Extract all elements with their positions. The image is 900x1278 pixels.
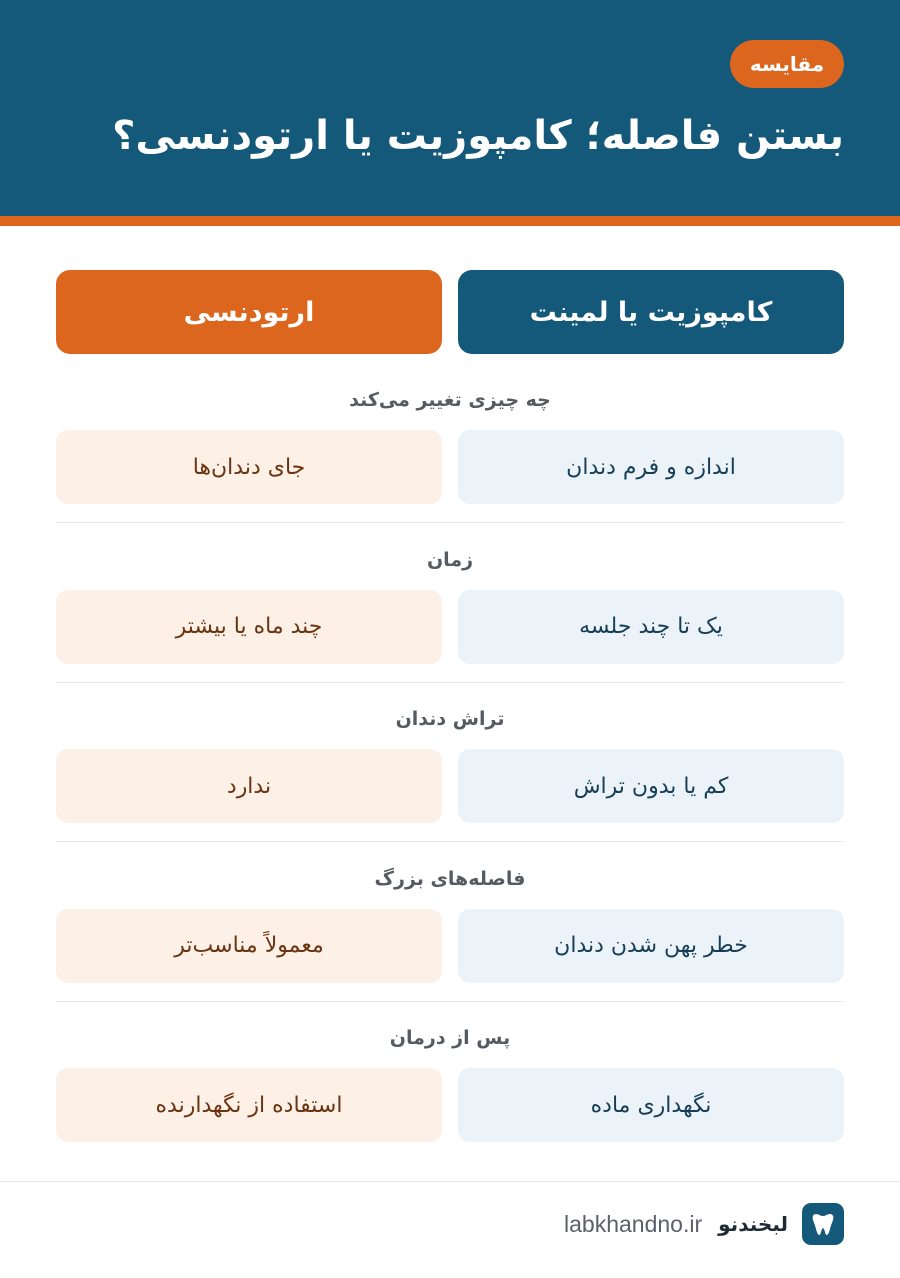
cell-composite: کم یا بدون تراش (458, 749, 844, 823)
row-label: پس از درمان (389, 1027, 511, 1049)
cell-orthodontics: استفاده از نگهدارنده (56, 1068, 442, 1142)
row-label: زمان (426, 548, 474, 571)
column-header-orthodontics: ارتودنسی (56, 270, 442, 354)
comparison-row (56, 372, 844, 532)
row-divider (56, 1001, 844, 1002)
cell-composite: خطر پهن شدن دندان (458, 909, 844, 983)
cell-orthodontics: معمولاً مناسب‌تر (56, 909, 442, 983)
cell-orthodontics: ندارد (56, 749, 442, 823)
row-divider (56, 522, 844, 523)
header-accent-rule (0, 216, 900, 226)
comparison-table (56, 372, 844, 1170)
comparison-row (56, 532, 844, 692)
row-label: تراش دندان (395, 708, 505, 730)
cell-composite: اندازه و فرم دندان (458, 430, 844, 504)
category-badge: مقایسه (730, 40, 844, 88)
brand-name: لبخندنو (718, 1212, 788, 1236)
page-title: بستن فاصله؛ کامپوزیت یا ارتودنسی؟ (112, 113, 844, 159)
cell-composite: نگهداری ماده (458, 1068, 844, 1142)
footer-domain[interactable]: labkhandno.ir (564, 1210, 703, 1237)
column-header-composite: کامپوزیت یا لمینت (458, 270, 844, 354)
cell-orthodontics: جای دندان‌ها (56, 430, 442, 504)
tooth-icon (802, 1203, 844, 1245)
cell-orthodontics: چند ماه یا بیشتر (56, 590, 442, 664)
row-label: چه چیزی تغییر می‌کند (349, 389, 551, 411)
footer-divider (0, 1181, 900, 1182)
row-divider (56, 841, 844, 842)
cell-composite: یک تا چند جلسه (458, 590, 844, 664)
row-divider (56, 682, 844, 683)
comparison-row (56, 691, 844, 851)
row-label: فاصله‌های بزرگ (374, 867, 526, 890)
comparison-row (56, 1010, 844, 1170)
footer-brand (564, 1202, 844, 1246)
comparison-row (56, 851, 844, 1011)
